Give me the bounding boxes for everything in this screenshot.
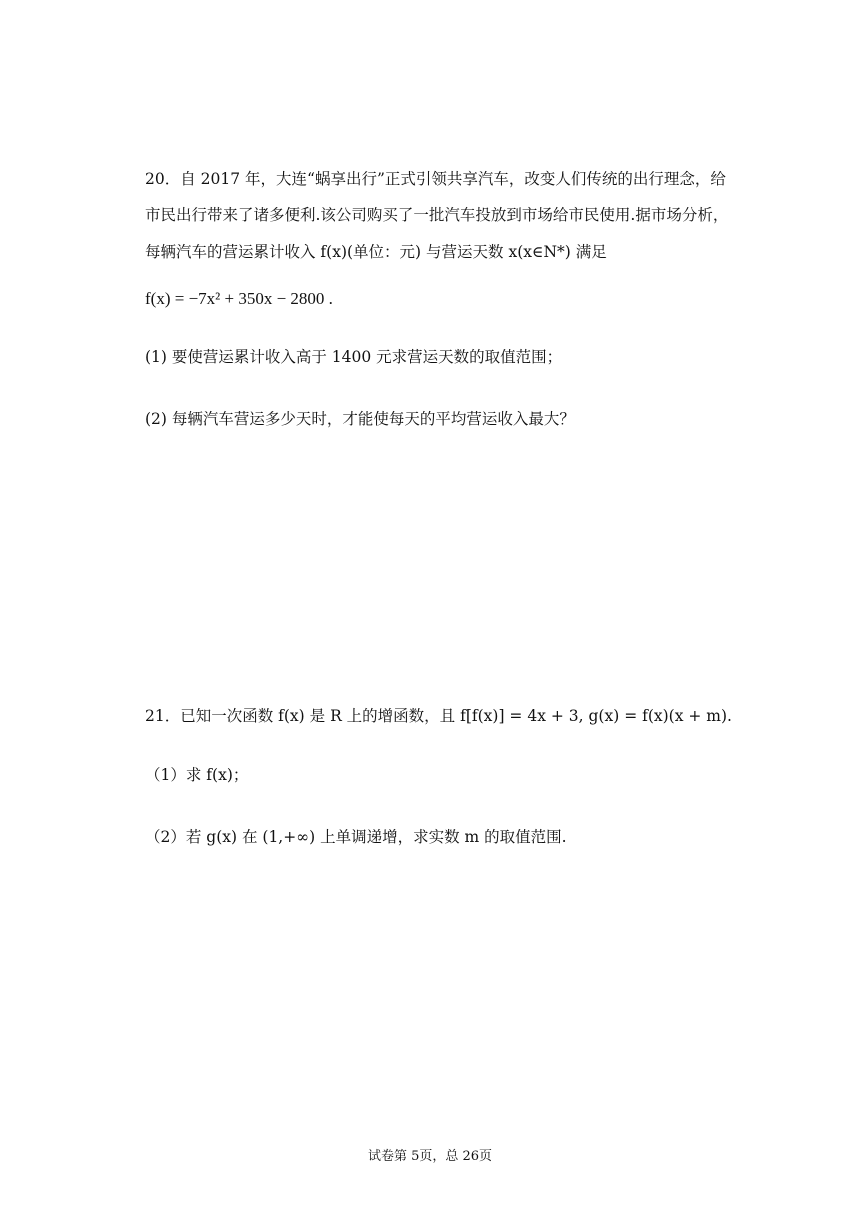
page-footer: 试卷第 5页，总 26页 <box>367 1149 493 1164</box>
q21-line-1: 21．已知一次函数 f(x) 是 R 上的增函数，且 f[f(x)] = 4x + 3, g(x) = f(x)(x + m). <box>145 707 732 725</box>
q20-formula: f(x) = −7x² + 350x − 2800 . <box>145 289 333 308</box>
q20-line-3: 每辆汽车的营运累计收入 f(x)(单位：元) 与营运天数 x(x∈N*) 满足 <box>145 243 607 261</box>
q21-part-2: （2）若 g(x) 在 (1,+∞) 上单调递增，求实数 m 的取值范围. <box>145 828 567 846</box>
q21-part-1: （1）求 f(x)； <box>145 766 249 784</box>
q20-line-1: 20．自 2017 年，大连“蜗享出行”正式引领共享汽车，改变人们传统的出行理念，给 <box>145 170 726 188</box>
q20-part-1: (1) 要使营运累计收入高于 1400 元求营运天数的取值范围； <box>145 348 563 366</box>
q20-part-2: (2) 每辆汽车营运多少天时，才能使每天的平均营运收入最大？ <box>145 410 575 428</box>
q20-line-2: 市民出行带来了诸多便利.该公司购买了一批汽车投放到市场给市民使用.据市场分析， <box>145 206 729 224</box>
